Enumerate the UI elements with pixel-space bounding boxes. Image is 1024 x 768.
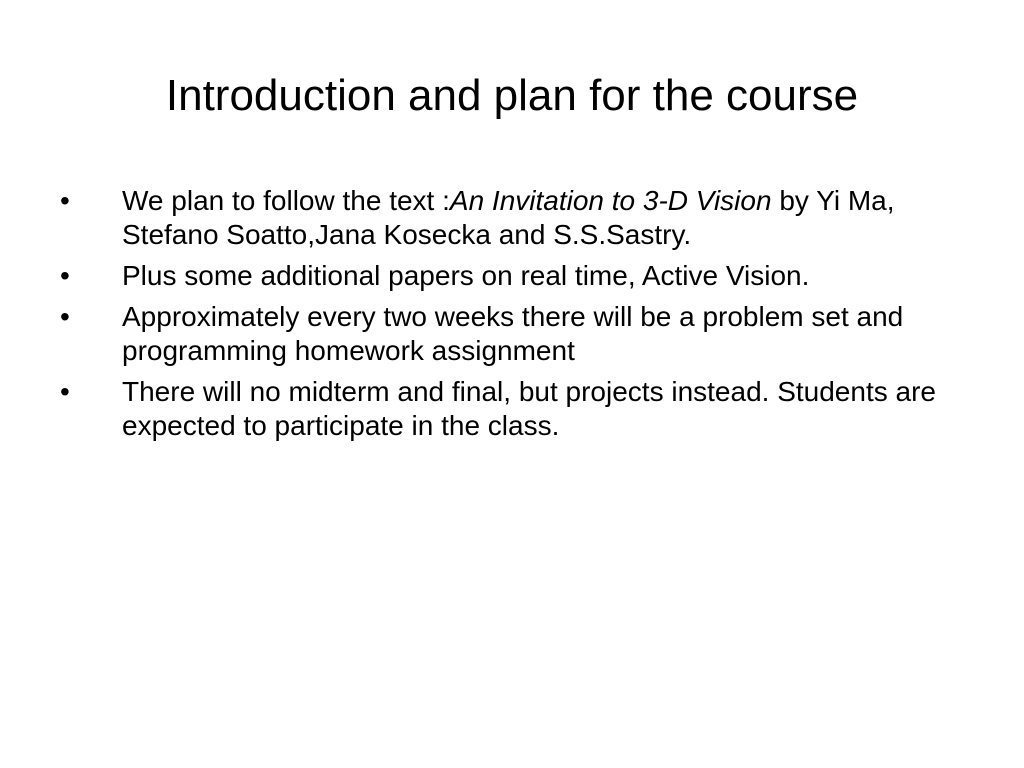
bullet-item-textbook: [60, 184, 970, 252]
bullet-item-homework: [60, 300, 970, 368]
bullet-item-papers: [60, 259, 970, 293]
bullet-item-projects: [60, 375, 970, 443]
bullet-text-after: by Yi Ma, Stefano Soatto,Jana Kosecka and S.S.Sastry.: [122, 185, 895, 250]
slide-title: Introduction and plan for the course: [165, 71, 859, 120]
bullet-dot-icon: •: [60, 185, 70, 216]
book-title: An Invitation to 3-D Vision: [449, 185, 772, 216]
bullet-dot-icon: •: [60, 376, 70, 407]
bullet-text: Plus some additional papers on real time, Active Vision.: [122, 260, 810, 291]
bullet-text: There will no midterm and final, but projects instead. Students are expected to participate in the class.: [122, 376, 936, 441]
bullet-dot-icon: •: [60, 301, 70, 332]
bullet-text-before: We plan to follow the text :: [122, 185, 450, 216]
bullet-dot-icon: •: [60, 260, 70, 291]
bullet-list: [60, 184, 970, 450]
bullet-text: Approximately every two weeks there will be a problem set and programming homework assignment: [122, 301, 904, 366]
